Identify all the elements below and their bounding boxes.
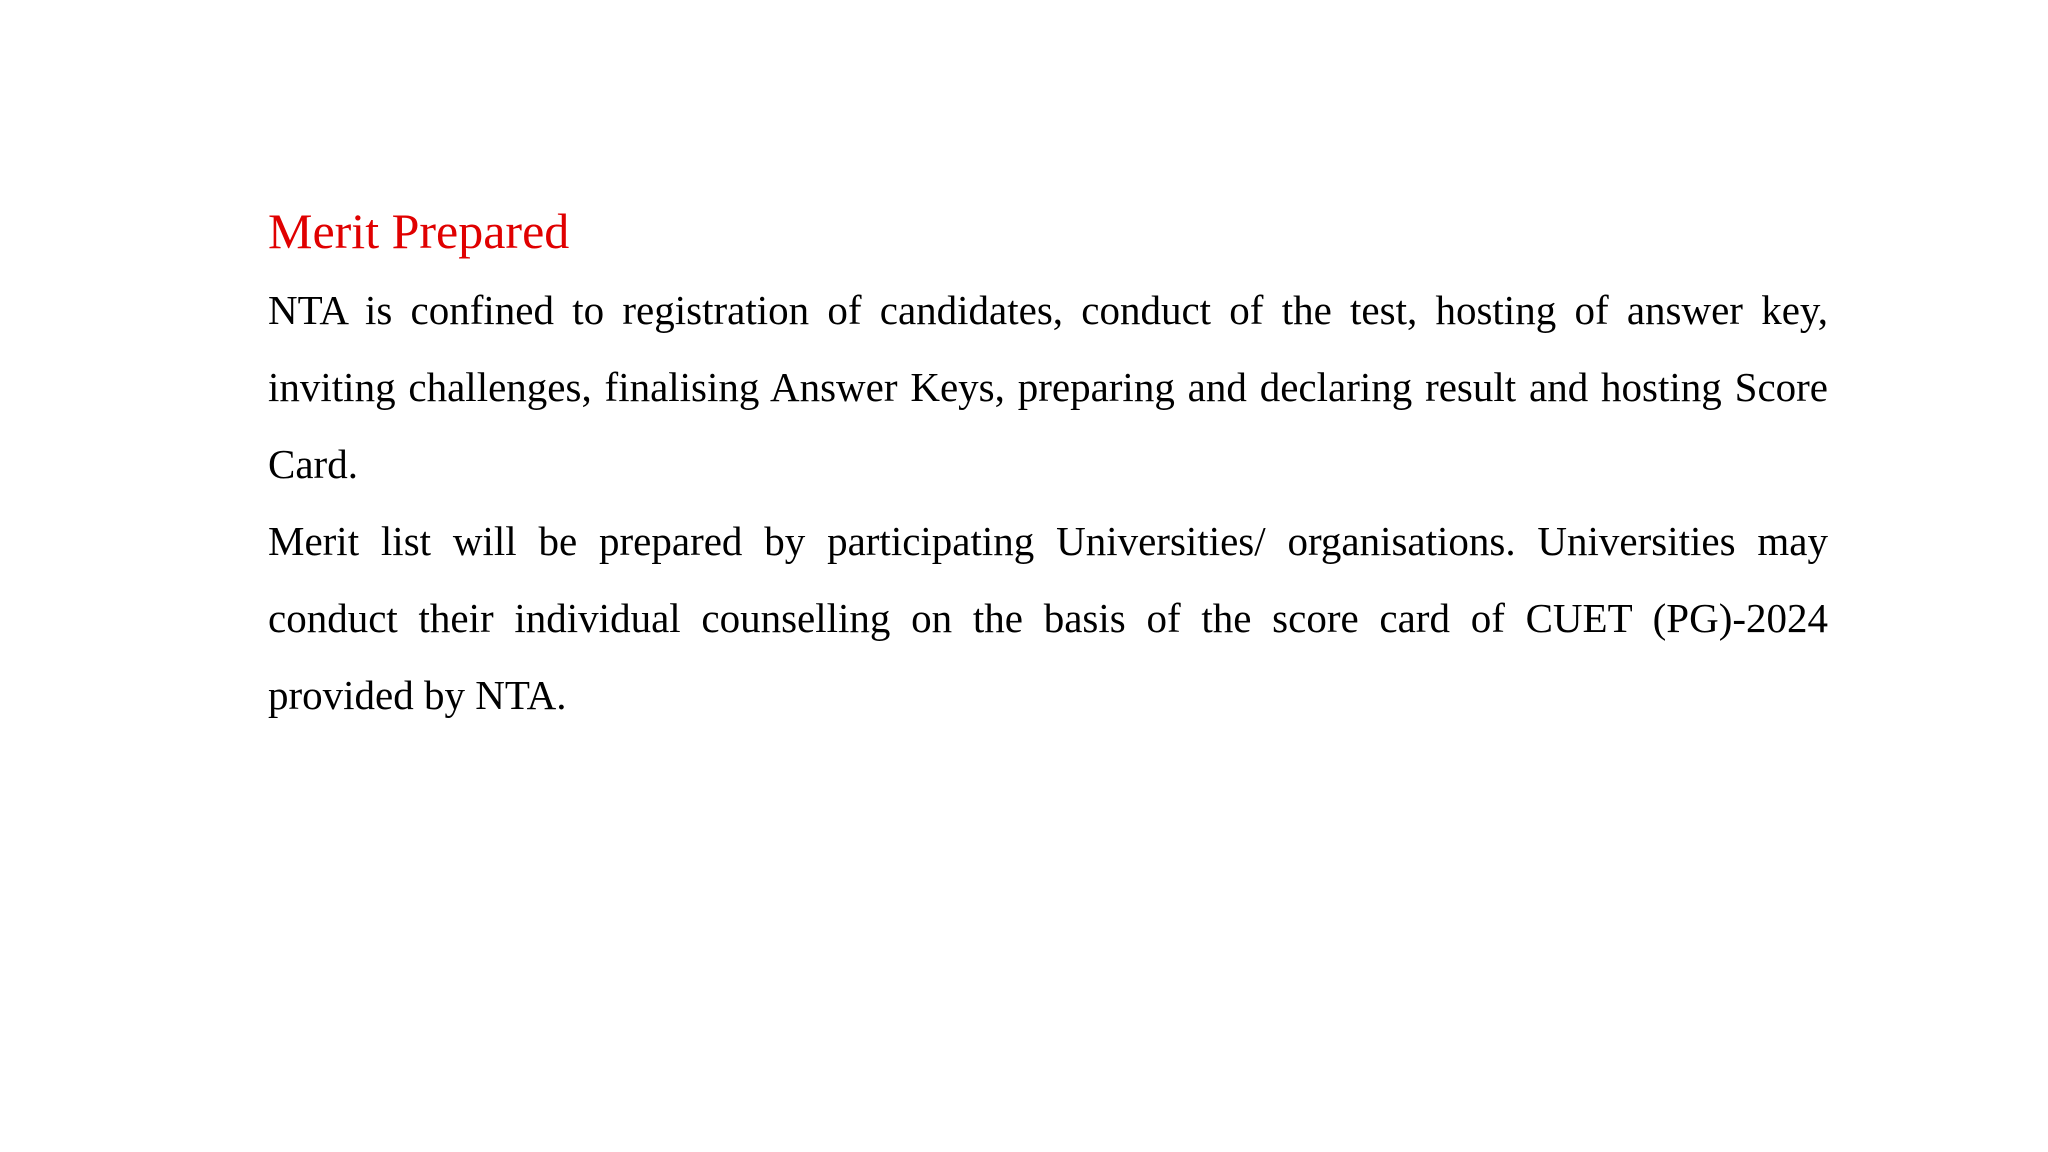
paragraph-merit-list: Merit list will be prepared by participating Universities/ organisations. Universities may conduct their individual counselling on the basis of the score card of CUET (PG)-2024 provided by NTA. <box>268 518 1828 718</box>
paragraph-nta-role: NTA is confined to registration of candidates, conduct of the test, hosting of answer key, inviting challenges, finalising Answer Keys, preparing and declaring result and hosting Score Card. <box>268 287 1828 487</box>
slide-content <box>268 196 1828 734</box>
slide-heading: Merit Prepared <box>268 203 570 259</box>
